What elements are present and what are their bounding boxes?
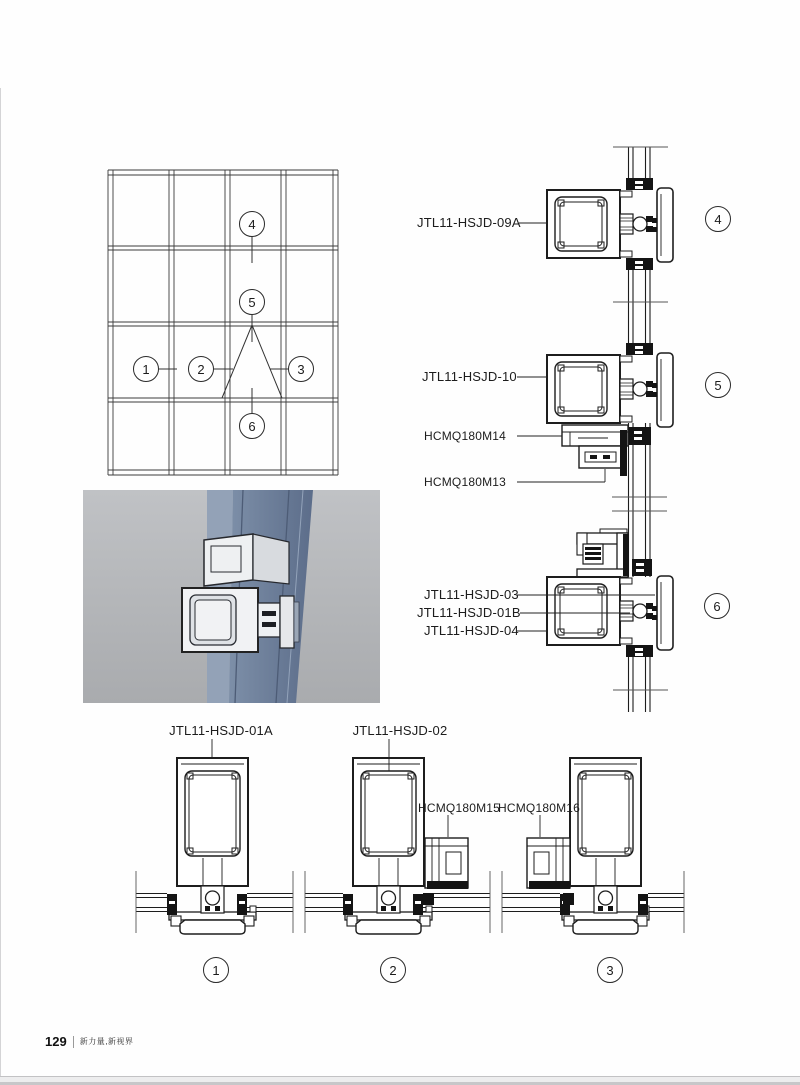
- label-jtl11-hsjd-03: JTL11-HSJD-03: [424, 587, 519, 602]
- glazing-gaskets-d5: [626, 343, 653, 355]
- elevation-callout-1: 1: [133, 356, 159, 382]
- section-callout-2: 2: [380, 957, 406, 983]
- section-callout-3: 3: [597, 957, 623, 983]
- section-callout-5: 5: [705, 372, 731, 398]
- elevation-callout-3: 3: [288, 356, 314, 382]
- elevation-grid: [108, 170, 338, 475]
- vent-clamp-profile-d2: [423, 838, 468, 905]
- label-hcmq180m16: HCMQ180M16: [497, 801, 581, 815]
- section-callout-4: 4: [705, 206, 731, 232]
- label-hcmq180m15: HCMQ180M15: [417, 801, 501, 815]
- page-number: 129: [45, 1034, 67, 1049]
- horizontal-sections: [136, 739, 684, 934]
- section-callout-6: 6: [704, 593, 730, 619]
- label-jtl11-hsjd-02: JTL11-HSJD-02: [352, 723, 448, 738]
- page-footer: [45, 1034, 133, 1049]
- profile-3d-render: [83, 490, 380, 703]
- vent-hinge-assembly-d6: [577, 529, 652, 577]
- footer-caption: 新力量,新视界: [79, 1037, 134, 1046]
- label-jtl11-hsjd-01b: JTL11-HSJD-01B: [417, 605, 521, 620]
- elevation-callout-6: 6: [239, 413, 265, 439]
- label-hcmq180m14: HCMQ180M14: [424, 429, 507, 443]
- section-callout-1: 1: [203, 957, 229, 983]
- label-hcmq180m13: HCMQ180M13: [424, 475, 507, 489]
- vent-clamp-profiles-d5: [562, 425, 651, 476]
- scan-edge-left: [0, 88, 1, 1085]
- elevation-callout-4: 4: [239, 211, 265, 237]
- label-jtl11-hsjd-10: JTL11-HSJD-10: [422, 369, 517, 384]
- elevation-callout-2: 2: [188, 356, 214, 382]
- glazing-gaskets-d6: [626, 645, 653, 657]
- elevation-callout-5: 5: [239, 289, 265, 315]
- elevation-callout-leaders: [159, 237, 288, 413]
- label-jtl11-hsjd-09a: JTL11-HSJD-09A: [417, 215, 521, 230]
- vent-clamp-profile-d3: [527, 838, 574, 905]
- label-jtl11-hsjd-01a: JTL11-HSJD-01A: [169, 723, 273, 738]
- render-graphic: [83, 490, 380, 703]
- label-jtl11-hsjd-04: JTL11-HSJD-04: [424, 623, 519, 638]
- vertical-sections: [517, 147, 673, 712]
- footer-divider: [73, 1036, 74, 1048]
